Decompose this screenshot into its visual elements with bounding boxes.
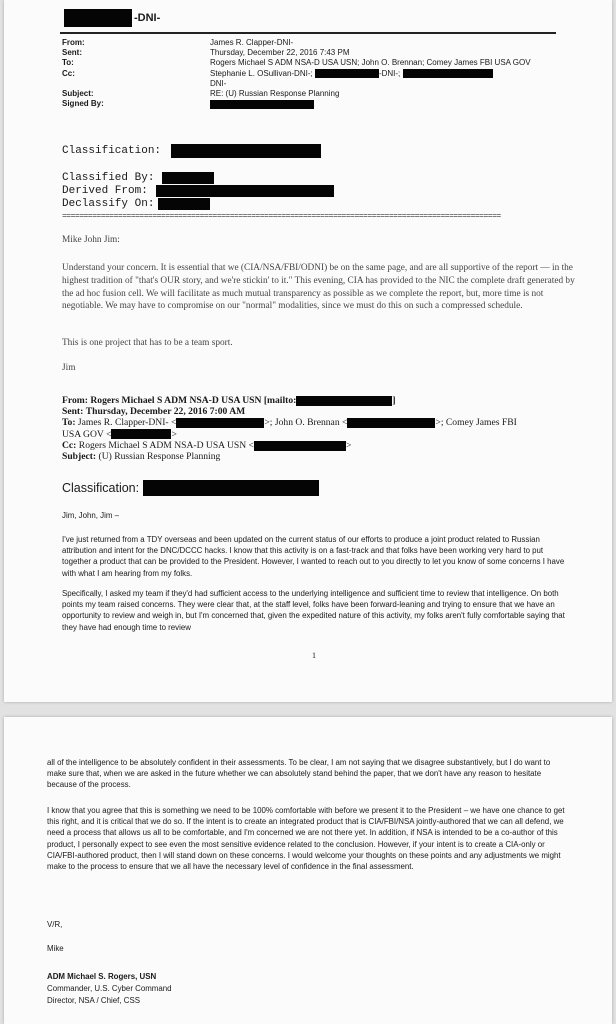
reply-paragraph-1: Understand your concern. It is essential that we (CIA/NSA/FBI/ODNI) be on the same page, and are all supportive of the report — in the highest tradition of "that's OUR story, and we're stickin' to it." This evening, CIA has provided to the NIC the complete draft generated by the ad hoc fusion cell. We will facilitate as much mutual transparency as possible as we complete the report, but, more time is not negotiable. We may have to compromise on our "normal" modalities, since we must do this on such a compressed schedule. (62, 263, 575, 312)
redaction (162, 172, 214, 184)
redaction (254, 441, 346, 451)
redaction (156, 185, 334, 197)
header-tag: -DNI- (64, 8, 160, 28)
document-page-2 (4, 717, 612, 1024)
declassify-on-line: Declassify On: (62, 198, 210, 210)
redaction (347, 418, 435, 428)
sent-value: Thursday, December 22, 2016 7:43 PM (210, 48, 350, 58)
header-rule (60, 32, 556, 34)
redaction (143, 480, 319, 496)
redaction (171, 144, 321, 158)
redaction (210, 100, 314, 109)
cc-value: Stephanie L. OSullivan-DNI-; -DNI-; (210, 69, 562, 79)
separator-rule: ====================================================================================================== (62, 212, 501, 221)
email-metadata: From: James R. Clapper-DNI- Sent: Thursday, December 22, 2016 7:43 PM To: Rogers Michael S ADM NSA-D USA USN; John O. Brennan; Comey James FBI USA GOV Cc: Stephanie L. OSullivan-DNI-; -DNI-; DNI- Subject: RE: (U) Russian Response Planning Signed By: (62, 38, 562, 109)
fwd-sent: Thursday, December 22, 2016 7:00 AM (85, 406, 246, 418)
fwd-from: Rogers Michael S ADM NSA-D USA USN [mailto: (90, 395, 297, 406)
classification-line-2: Classification: (62, 480, 319, 496)
classified-by-line: Classified By: (62, 172, 214, 184)
reply-greeting: Mike John Jim: (62, 235, 120, 245)
reply-signature: Jim (62, 363, 76, 373)
page2-paragraph-2: I know that you agree that this is something we need to be 100% comfortable with before we present it to the President – we have one chance to get this right, and it is critical that we do so. If the intent is to create an integrated product that is CIA/FBI/NSA jointly-authored that we can all defend, we need a process that allows us all to be comfortable, and I'm concerned we are not there yet. In addition, if NSA is intended to be a co-author of this product, I personally expect to see even the most sensitive evidence related to the conclusion. However, if your intent is to create a CIA-only or CIA/FBI-authored product, then I will stand down on these concerns. I would welcome your thoughts on these points and any adjustments we might make to the process to ensure that we all have the necessary level of confidence in the final assessment. (47, 806, 565, 872)
page2-paragraph-1: all of the intelligence to be absolutely confident in their assessments. To be clear, I am not saying that we disagree substantively, but I do want to make sure that, when we are asked in the future whether we can absolutely stand behind the paper, that we don't have any reason to hesitate because of the process. (47, 758, 551, 790)
redaction (111, 429, 171, 439)
document-page-1 (4, 0, 612, 702)
signature-title-2: Director, NSA / Chief, CSS (47, 996, 140, 1005)
redaction (403, 69, 493, 78)
body-paragraph-2: Specifically, I asked my team if they'd had sufficient access to the underlying intelligence and sufficient time to review that intelligence. On both points my team raised concerns. They were clear that, at the staff level, folks have been forward-leaning and trying to ensure that we have an opportunity to review and weigh in, but I'm concerned that, given the expedited nature of this activity, my folks aren't fully comfortable saying that they have had enough time to review (62, 589, 565, 632)
from-value: James R. Clapper-DNI- (210, 38, 294, 47)
closing: V/R, (47, 920, 63, 929)
redaction (64, 9, 132, 27)
signature-name: ADM Michael S. Rogers, USN (47, 972, 157, 981)
redaction (158, 198, 210, 210)
body-paragraph-1: I've just returned from a TDY overseas and been updated on the current status of our efforts to produce a joint product related to Russian attribution and intent for the DNC/DCCC hacks. I know that this activity is on a fast-track and that folks have been working very hard to put together a product that can be provided to the President. However, I wanted to reach out to you directly to let you know of some concerns I have with what I am hearing from my folks. (62, 535, 565, 578)
fwd-subject: (U) Russian Response Planning (98, 451, 221, 463)
sender-first-name: Mike (47, 944, 64, 953)
derived-from-line: Derived From: (62, 185, 334, 197)
classification-line: Classification: (62, 144, 321, 158)
reply-paragraph-2: This is one project that has to be a team sport. (62, 338, 233, 348)
body-greeting: Jim, John, Jim – (62, 511, 120, 520)
subject-value: RE: (U) Russian Response Planning (210, 89, 340, 99)
redaction (315, 69, 379, 78)
redaction (176, 418, 264, 428)
to-value: Rogers Michael S ADM NSA-D USA USN; John O. Brennan; Comey James FBI USA GOV (210, 58, 531, 68)
signature-title-1: Commander, U.S. Cyber Command (47, 984, 172, 993)
redaction (296, 396, 392, 406)
page-number: 1 (312, 651, 316, 660)
forwarded-header: From: Rogers Michael S ADM NSA-D USA USN [mailto: ] Sent: Thursday, December 22, 2016 7:00 AM To: James R. Clapper-DNI- < >; John O. Brennan < >; Comey James FBI USA GOV < > Cc: Rogers Michael S ADM NSA-D USA USN < > Subject: (U) Russian Response Planning (62, 395, 517, 463)
